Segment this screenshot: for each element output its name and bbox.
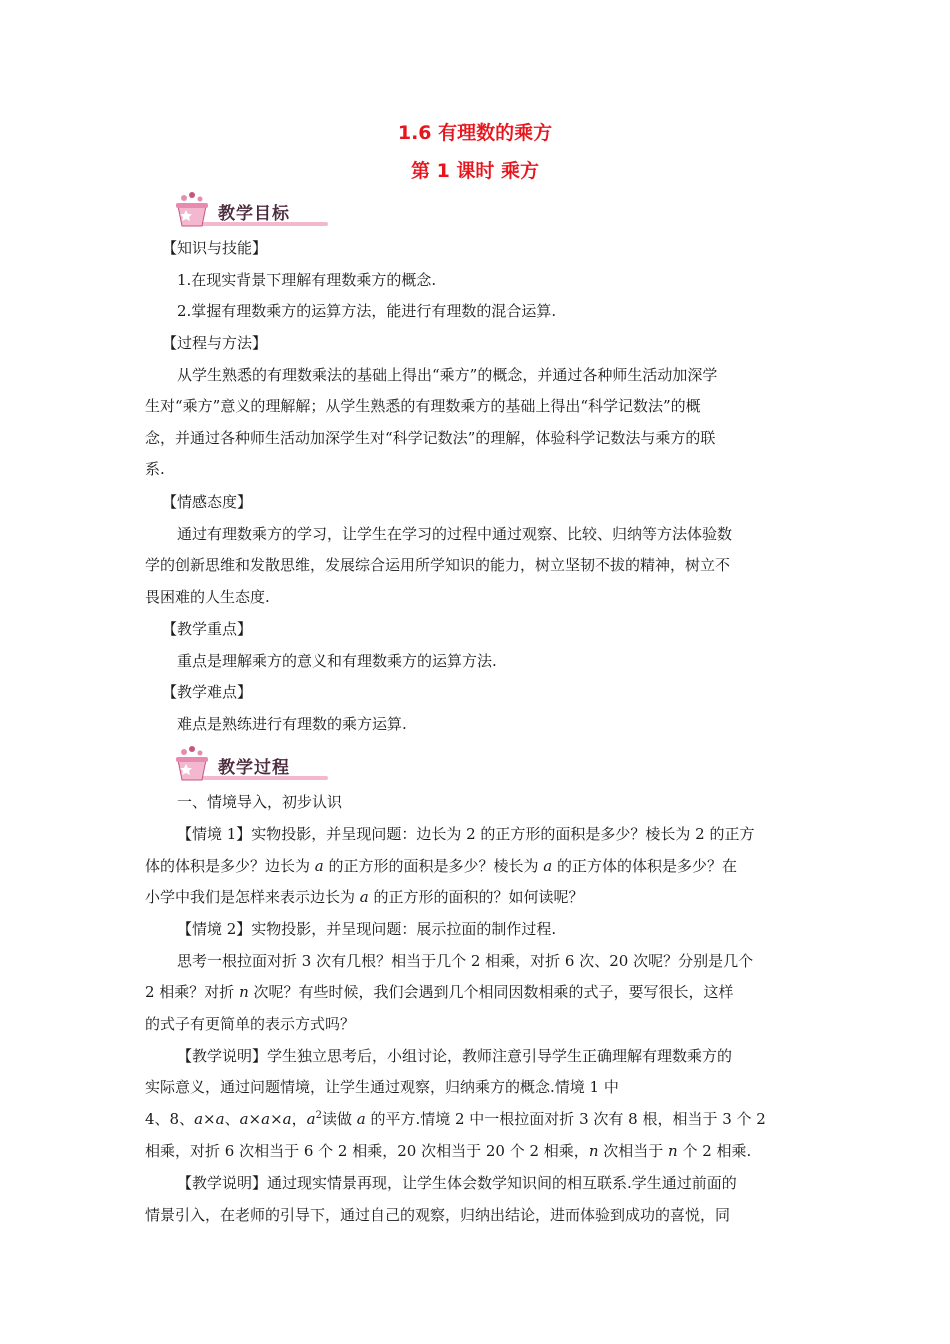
- paragraph-line: 体的体积是多少？边长为 a 的正方形的面积是多少？棱长为 a 的正方体的体积是多少？在: [145, 857, 738, 875]
- paragraph-line: 畏困难的人生态度.: [145, 588, 270, 606]
- section-header-process: [172, 746, 330, 784]
- paragraph-line: 【情境 2】实物投影，并呈现问题：展示拉面的制作过程.: [177, 920, 557, 938]
- paragraph-line: 实际意义，通过问题情境，让学生通过观察，归纳乘方的概念.情境 1 中: [145, 1078, 619, 1096]
- paragraph-line: 小学中我们是怎样来表示边长为 a 的正方形的面积的？如何读呢？: [145, 888, 584, 906]
- paragraph-line: 学的创新思维和发散思维，发展综合运用所学知识的能力，树立坚韧不拔的精神，树立不: [145, 556, 731, 574]
- section-header-goals: [172, 192, 330, 230]
- paragraph-line: 【情境 1】实物投影，并呈现问题：边长为 2 的正方形的面积是多少？棱长为 2 的正方: [177, 825, 755, 843]
- paragraph-line: 系.: [145, 460, 165, 478]
- paragraph-line: 思考一根拉面对折 3 次有几根？相当于几个 2 相乘，对折 6 次、20 次呢？分别是几个: [177, 952, 754, 970]
- lesson-title: 1.6 有理数的乘方: [397, 122, 553, 144]
- paragraph-line: 从学生熟悉的有理数乘法的基础上得出“乘方”的概念，并通过各种师生活动加深学: [177, 366, 718, 384]
- paragraph-line: 念，并通过各种师生活动加深学生对“科学记数法”的理解，体验科学记数法与乘方的联: [145, 429, 716, 447]
- paragraph-line: 4、8、a×a、a×a×a，$a^2$读做 a 的平方.情境 2 中一根拉面对折 3 次有 8 根，相当于 3 个 2: [145, 1110, 766, 1128]
- paragraph-line: 重点是理解乘方的意义和有理数乘方的运算方法.: [177, 652, 497, 670]
- part-heading: 一、情境导入，初步认识: [177, 793, 343, 811]
- section-label: 教学过程: [218, 758, 290, 778]
- emotion-heading: 【情感态度】: [162, 493, 253, 511]
- paragraph-line: 难点是熟练进行有理数的乘方运算.: [177, 715, 407, 733]
- difficulty-heading: 【教学难点】: [162, 683, 253, 701]
- paragraph-line: 2 相乘？对折 n 次呢？有些时候，我们会遇到几个相同因数相乘的式子，要写很长，这样: [145, 983, 734, 1001]
- paragraph-line: 【教学说明】通过现实情景再现，让学生体会数学知识间的相互联系.学生通过前面的: [177, 1174, 737, 1192]
- knowledge-heading: 【知识与技能】: [162, 239, 268, 257]
- paragraph-line: 情景引入，在老师的引导下，通过自己的观察，归纳出结论，进而体验到成功的喜悦，同: [145, 1206, 731, 1224]
- paragraph-line: 的式子有更简单的表示方式吗？: [145, 1015, 356, 1033]
- paragraph-line: 生对“乘方”意义的理解解；从学生熟悉的有理数乘方的基础上得出“科学记数法”的概: [145, 397, 701, 415]
- paragraph-line: 【教学说明】学生独立思考后，小组讨论，教师注意引导学生正确理解有理数乘方的: [177, 1047, 733, 1065]
- paragraph-line: 相乘，对折 6 次相当于 6 个 2 相乘，20 次相当于 20 个 2 相乘，n 次相当于 n 个 2 相乘.: [145, 1142, 752, 1160]
- method-heading: 【过程与方法】: [162, 334, 268, 352]
- paragraph-line: 1.在现实背景下理解有理数乘方的概念.: [177, 271, 437, 289]
- paragraph-line: 通过有理数乘方的学习，让学生在学习的过程中通过观察、比较、归纳等方法体验数: [177, 525, 733, 543]
- paragraph-line: 2.掌握有理数乘方的运算方法，能进行有理数的混合运算.: [177, 302, 557, 320]
- key-heading: 【教学重点】: [162, 620, 253, 638]
- lesson-subtitle: 第 1 课时 乘方: [410, 160, 540, 182]
- section-label: 教学目标: [218, 204, 290, 224]
